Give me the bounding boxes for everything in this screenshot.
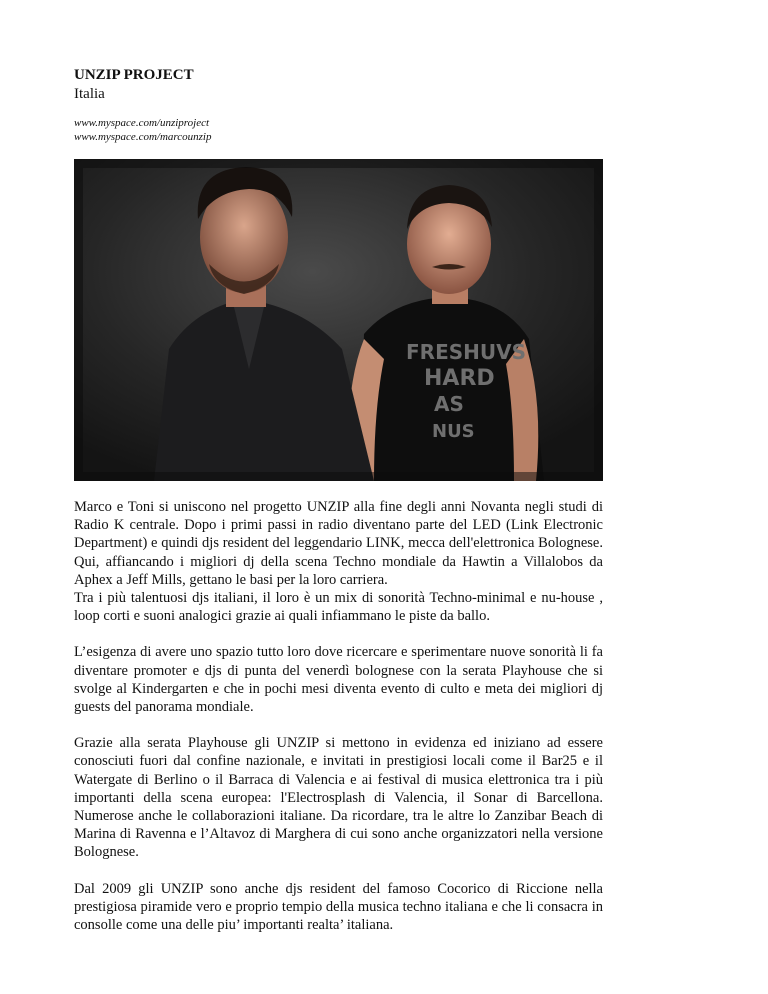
- bio-paragraph-2: Tra i più talentuosi djs italiani, il loro è un mix di sonorità Techno-minimal e nu-house , loop corti e suoni analogici grazie ai quali infiammano le piste da ballo.: [74, 590, 603, 625]
- biography-text: [74, 498, 603, 952]
- project-title: UNZIP PROJECT: [74, 67, 194, 83]
- myspace-link-project[interactable]: www.myspace.com/unziproject: [74, 117, 210, 129]
- bio-paragraph-5: Dal 2009 gli UNZIP sono anche djs resident del famoso Cocorico di Riccione nella prestigiosa piramide vero e proprio tempio della musica techno italiana e che li consacra in consolle come una delle piu’ importanti realta’ italiana.: [74, 880, 603, 934]
- bio-paragraph-3: L’esigenza di avere uno spazio tutto loro dove ricercare e sperimentare nuove sonorità li fa diventare promoter e djs di punta del venerdì bolognese con la serata Playhouse che si svolge al Kindergarten e che in pochi mesi diventa evento di culto e meta dei migliori dj guests del panorama mondiale.: [74, 644, 603, 716]
- duo-photo-illustration: [74, 159, 603, 481]
- country-label: Italia: [74, 86, 105, 102]
- bio-paragraph-4: Grazie alla serata Playhouse gli UNZIP si mettono in evidenza ed iniziano ad essere conosciuti fuori dal confine nazionale, e invitati in prestigiosi locali come il Bar25 e il Watergate di Berlino o il Barraca di Valencia e ai festival di musica elettronica tra i più importanti della scena europea: l'Electrosplash di Valencia, il Sonar di Barcellona. Numerose anche le collaborazioni italiane. Da ricordare, tra le altre lo Zanzibar Beach di Marina di Ravenna e l’Altavoz di Marghera di cui sono anche organizzatori nella versione Bolognese.: [74, 735, 603, 861]
- shirt-text-line-4: NUS: [432, 421, 475, 442]
- shirt-text-line-3: AS: [434, 392, 464, 416]
- shirt-text-line-2: HARD: [424, 366, 495, 391]
- myspace-links: [74, 116, 211, 144]
- myspace-link-marco[interactable]: www.myspace.com/marcounzip: [74, 131, 212, 143]
- bio-paragraph-1: Marco e Toni si uniscono nel progetto UNZIP alla fine degli anni Novanta negli studi di Radio K centrale. Dopo i primi passi in radio diventano parte del LED (Link Electronic Department) e quindi djs resident del leggendario LINK, mecca dell'elettronica Bolognese. Qui, affiancando i migliori dj della scena Techno mondiale da Hawtin a Villalobos da Aphex a Jeff Mills, gettano le basi per la loro carriera.: [74, 499, 603, 588]
- shirt-text-line-1: FRESHUVS: [406, 340, 526, 364]
- duo-photo: [74, 159, 603, 481]
- document-header: [74, 66, 194, 104]
